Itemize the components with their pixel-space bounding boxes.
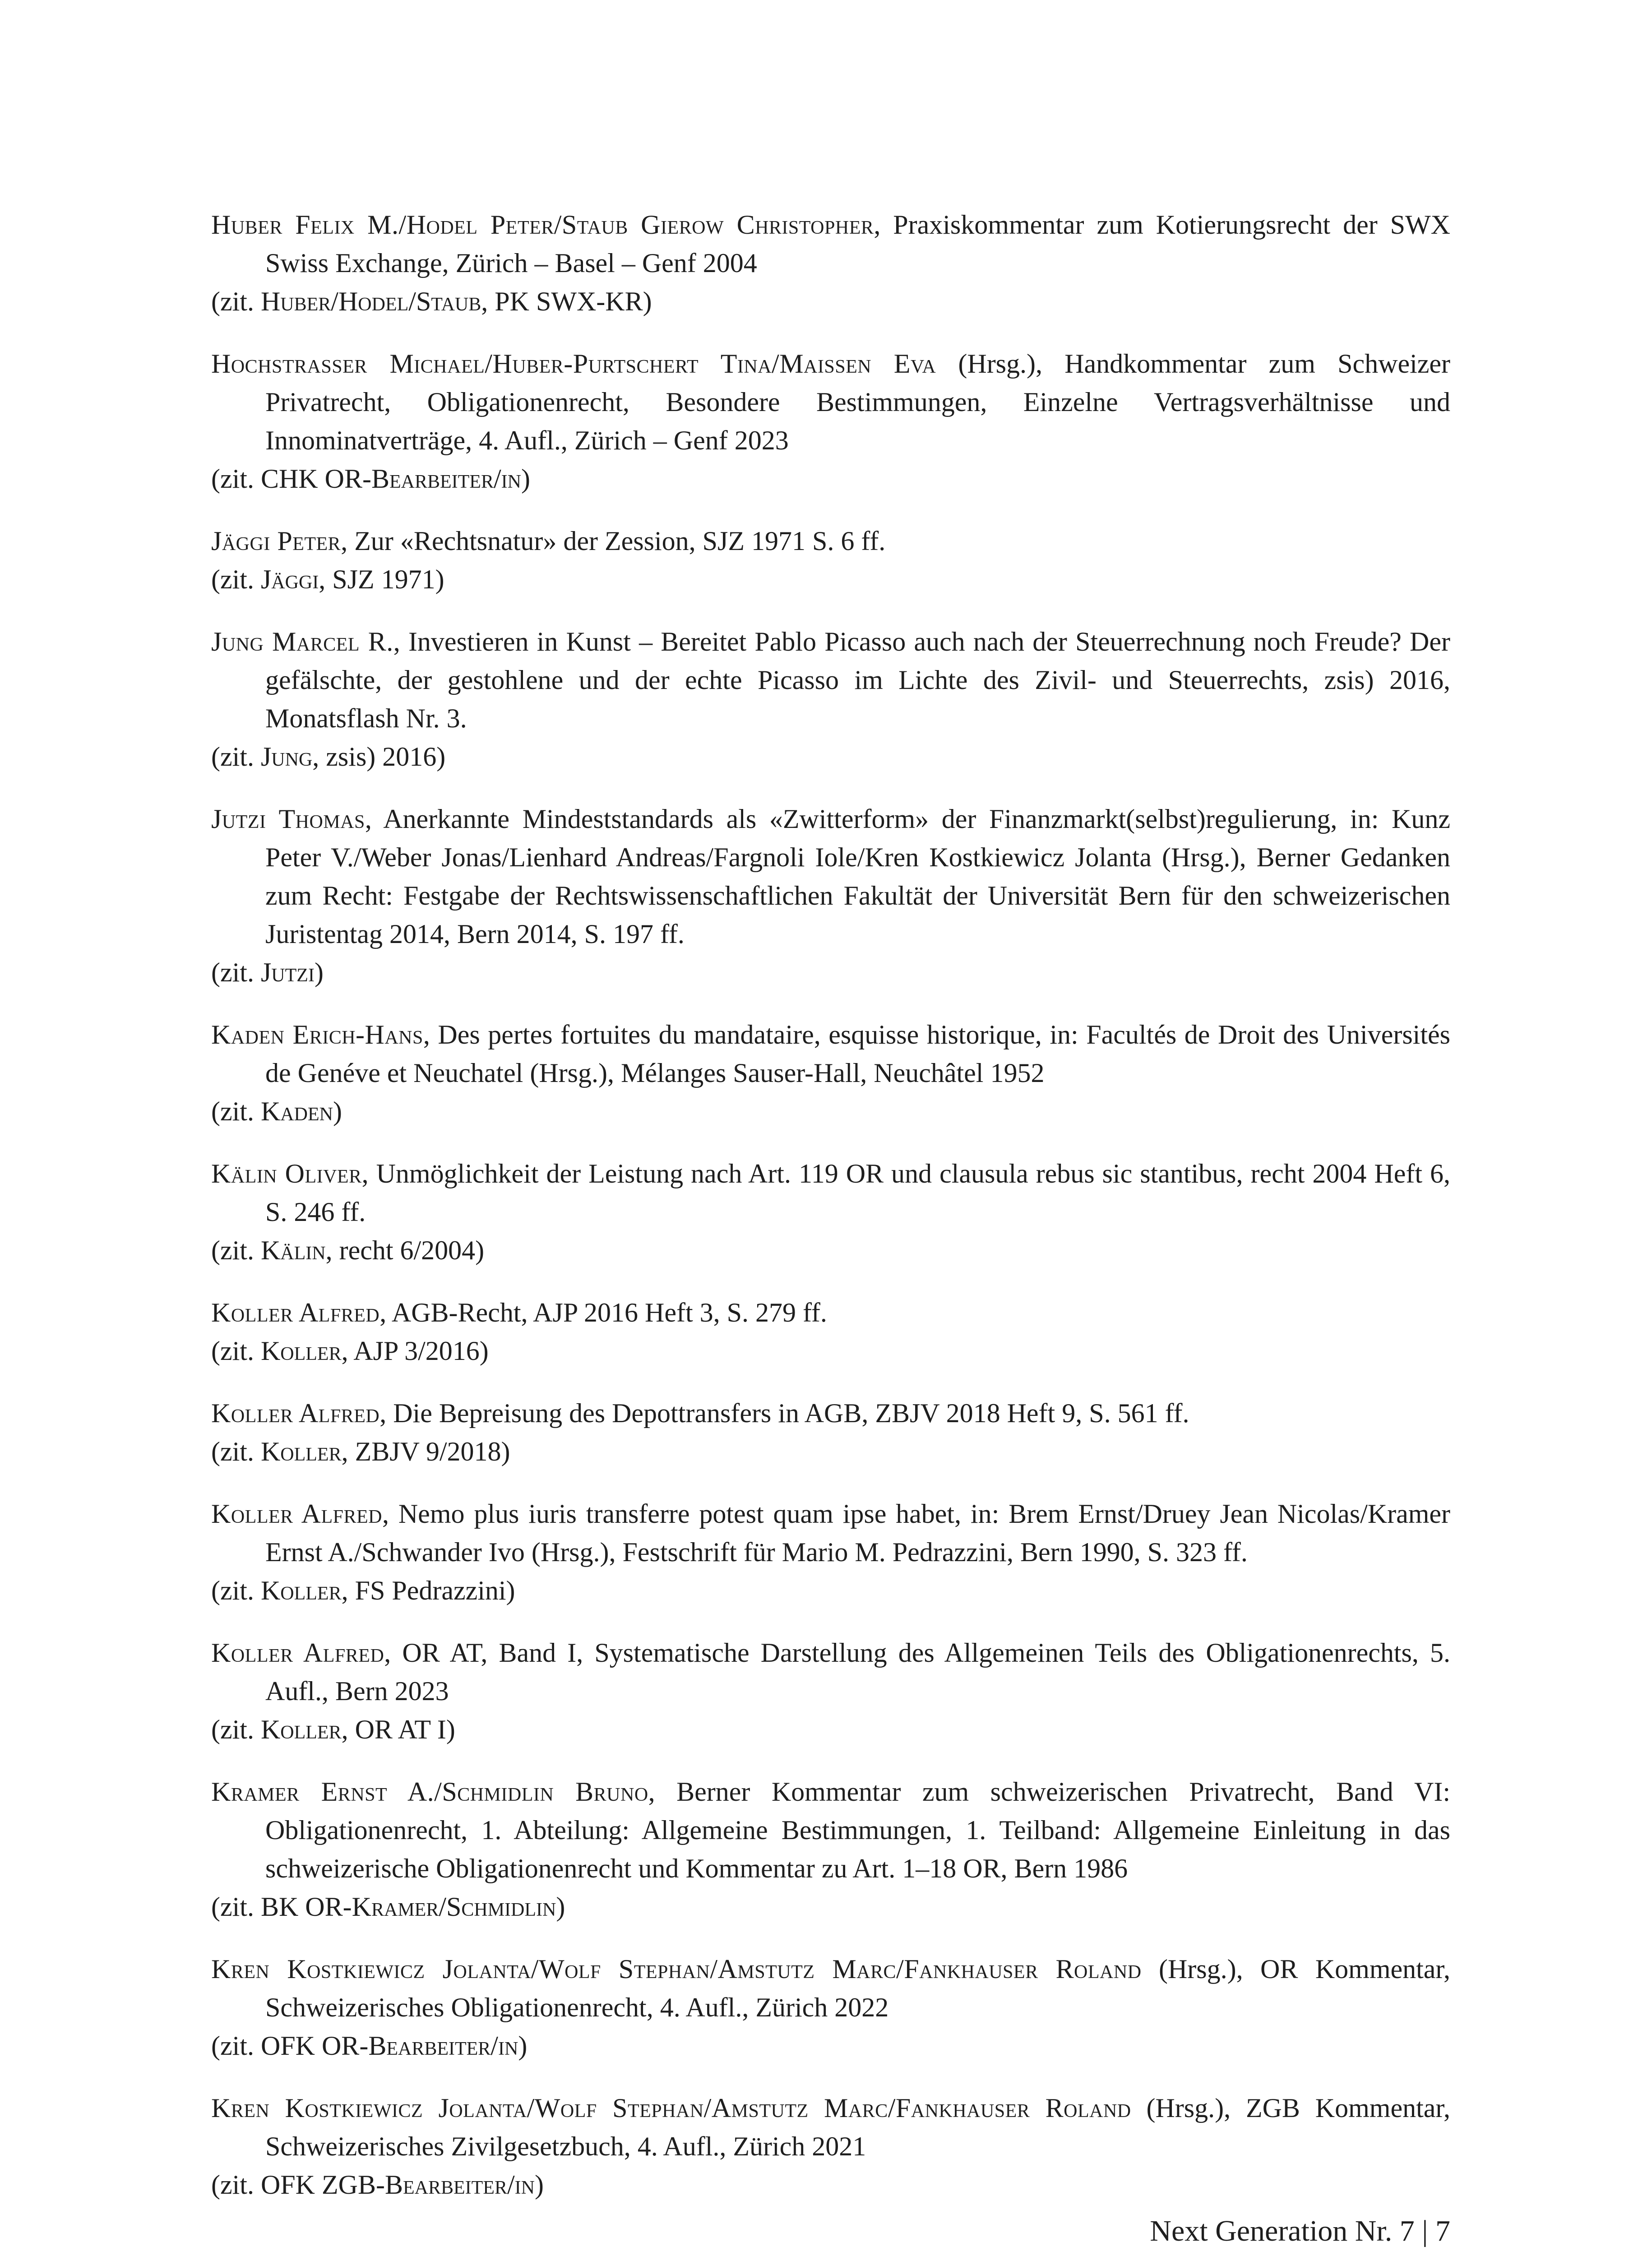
entry-authors: Kramer Ernst A./Schmidlin Bruno bbox=[211, 1777, 648, 1807]
entry-authors: Kälin Oliver bbox=[211, 1159, 362, 1188]
bibliography-list bbox=[211, 206, 1450, 2228]
citation-name: Koller bbox=[260, 1715, 342, 1744]
entry-authors: Jutzi Thomas bbox=[211, 804, 365, 834]
citation-name: Kälin bbox=[260, 1235, 326, 1265]
entry-authors: Koller Alfred bbox=[211, 1638, 384, 1668]
citation-name: Kramer/Schmidlin bbox=[352, 1892, 556, 1922]
citation-suffix: , PK SWX-KR) bbox=[481, 287, 652, 316]
citation-suffix: , AJP 3/2016) bbox=[341, 1336, 489, 1366]
citation-prefix: (zit. bbox=[211, 1096, 261, 1126]
bibliography-entry bbox=[211, 2089, 1450, 2204]
entry-text: (Hrsg.), ZGB Kommentar, Schweizerisches Zivilgesetzbuch, 4. Aufl., Zürich 2021 bbox=[265, 2093, 1450, 2161]
citation-suffix: ) bbox=[314, 957, 324, 987]
citation-suffix: , OR AT I) bbox=[341, 1715, 455, 1744]
citation-name: Bearbeiter/in bbox=[371, 464, 521, 494]
entry-text: , Berner Kommentar zum schweizerischen Privatrecht, Band VI: Obligationenrecht, 1. Abteilung: Allgemeine Bestimmungen, 1. Teilband: Allgemeine Einleitung in das schweizerische Obligationenrecht und Kommentar zu Art. 1–18 OR, Bern 1986 bbox=[265, 1777, 1450, 1883]
entry-authors: Koller Alfred bbox=[211, 1499, 383, 1529]
citation-name: Koller bbox=[260, 1437, 342, 1466]
bibliography-entry bbox=[211, 1950, 1450, 2065]
citation-name: Jäggi bbox=[260, 564, 319, 594]
entry-authors: Hochstrasser Michael/Huber-Purtschert Tina/Maissen Eva bbox=[211, 349, 936, 379]
bibliography-entry bbox=[211, 1394, 1450, 1471]
citation-prefix: (zit. bbox=[211, 1437, 261, 1466]
entry-text: , OR AT, Band I, Systematische Darstellung des Allgemeinen Teils des Obligationenrechts, 5. Aufl., Bern 2023 bbox=[265, 1638, 1450, 1706]
citation-prefix: (zit. OFK OR- bbox=[211, 2031, 369, 2061]
entry-citation bbox=[211, 1332, 1450, 1370]
citation-prefix: (zit. OFK ZGB- bbox=[211, 2170, 385, 2200]
entry-citation bbox=[211, 2166, 1450, 2204]
citation-suffix: , FS Pedrazzini) bbox=[341, 1576, 515, 1605]
citation-prefix: (zit. bbox=[211, 742, 261, 772]
bibliography-entry bbox=[211, 206, 1450, 321]
entry-citation bbox=[211, 1231, 1450, 1270]
entry-text: (Hrsg.), Handkommentar zum Schweizer Privatrecht, Obligationenrecht, Besondere Bestimmungen, Einzelne Vertragsverhältnisse und Innominatverträge, 4. Aufl., Zürich – Genf 2023 bbox=[265, 349, 1450, 455]
citation-prefix: (zit. bbox=[211, 1336, 261, 1366]
entry-authors: Huber Felix M./Hodel Peter/Staub Gierow Christopher bbox=[211, 210, 874, 240]
citation-prefix: (zit. bbox=[211, 1715, 261, 1744]
entry-text: , Unmöglichkeit der Leistung nach Art. 119 OR und clausula rebus sic stantibus, recht 2004 Heft 6, S. 246 ff. bbox=[265, 1159, 1450, 1227]
entry-citation bbox=[211, 1710, 1450, 1749]
citation-name: Kaden bbox=[260, 1096, 333, 1126]
entry-authors: Koller Alfred bbox=[211, 1298, 380, 1327]
entry-authors: Koller Alfred bbox=[211, 1398, 380, 1428]
entry-citation bbox=[211, 953, 1450, 992]
citation-prefix: (zit. BK OR- bbox=[211, 1892, 352, 1922]
entry-citation bbox=[211, 738, 1450, 776]
entry-citation bbox=[211, 460, 1450, 498]
entry-citation bbox=[211, 1888, 1450, 1926]
entry-citation bbox=[211, 2027, 1450, 2065]
entry-citation bbox=[211, 560, 1450, 599]
citation-suffix: , ZBJV 9/2018) bbox=[341, 1437, 510, 1466]
bibliography-entry bbox=[211, 1634, 1450, 1749]
citation-suffix: , SJZ 1971) bbox=[319, 564, 444, 594]
citation-name: Huber/Hodel/Staub bbox=[260, 287, 481, 316]
bibliography-entry bbox=[211, 1773, 1450, 1926]
entry-authors: Jung Marcel R. bbox=[211, 627, 393, 656]
entry-text: , Die Bepreisung des Depottransfers in AGB, ZBJV 2018 Heft 9, S. 561 ff. bbox=[379, 1398, 1189, 1428]
entry-citation bbox=[211, 1433, 1450, 1471]
entry-text: (Hrsg.), OR Kommentar, Schweizerisches Obligationenrecht, 4. Aufl., Zürich 2022 bbox=[265, 1954, 1450, 2022]
citation-prefix: (zit. bbox=[211, 564, 261, 594]
entry-citation bbox=[211, 1092, 1450, 1131]
bibliography-entry bbox=[211, 1495, 1450, 1610]
citation-name: Jung bbox=[260, 742, 313, 772]
bibliography-entry bbox=[211, 1294, 1450, 1370]
bibliography-entry bbox=[211, 1155, 1450, 1270]
entry-text: , Investieren in Kunst – Bereitet Pablo Picasso auch nach der Steuerrechnung noch Freude? Der gefälschte, der gestohlene und der echte Picasso im Lichte des Zivil- und Steuerrechts, zsis) 2016, Monatsflash Nr. 3. bbox=[265, 627, 1450, 733]
entry-text: , Praxiskommentar zum Kotierungsrecht der SWX Swiss Exchange, Zürich – Basel – Genf 2004 bbox=[265, 210, 1450, 278]
citation-suffix: ) bbox=[556, 1892, 565, 1922]
bibliography-entry bbox=[211, 522, 1450, 599]
citation-name: Bearbeiter/in bbox=[384, 2170, 535, 2200]
entry-text: , Des pertes fortuites du mandataire, esquisse historique, in: Facultés de Droit des Universités de Genéve et Neuchatel (Hrsg.), Mélanges Sauser-Hall, Neuchâtel 1952 bbox=[265, 1020, 1450, 1088]
entry-citation bbox=[211, 282, 1450, 321]
bibliography-entry bbox=[211, 800, 1450, 992]
bibliography-entry bbox=[211, 345, 1450, 498]
citation-name: Bearbeiter/in bbox=[368, 2031, 518, 2061]
citation-suffix: ) bbox=[518, 2031, 528, 2061]
citation-prefix: (zit. bbox=[211, 1235, 261, 1265]
entry-authors: Kaden Erich-Hans bbox=[211, 1020, 423, 1049]
citation-name: Jutzi bbox=[260, 957, 315, 987]
entry-text: , AGB-Recht, AJP 2016 Heft 3, S. 279 ff. bbox=[379, 1298, 827, 1327]
citation-name: Koller bbox=[260, 1336, 342, 1366]
citation-name: Koller bbox=[260, 1576, 342, 1605]
citation-prefix: (zit. bbox=[211, 287, 261, 316]
page-footer: Next Generation Nr. 7 | 7 bbox=[1150, 2214, 1450, 2247]
citation-prefix: (zit. bbox=[211, 957, 261, 987]
entry-text: , Nemo plus iuris transferre potest quam ipse habet, in: Brem Ernst/Druey Jean Nicolas/Kramer Ernst A./Schwander Ivo (Hrsg.), Festschrift für Mario M. Pedrazzini, Bern 1990, S. 323 ff. bbox=[265, 1499, 1450, 1567]
entry-text: , Anerkannte Mindeststandards als «Zwitterform» der Finanzmarkt(selbst)regulierung, in: Kunz Peter V./Weber Jonas/Lienhard Andreas/Fargnoli Iole/Kren Kostkiewicz Jolanta (Hrsg.), Berner Gedanken zum Recht: Festgabe der Rechtswissenschaftlichen Fakultät der Universität Bern für den schweizerischen Juristentag 2014, Bern 2014, S. 197 ff. bbox=[265, 804, 1450, 949]
citation-suffix: , zsis) 2016) bbox=[312, 742, 446, 772]
entry-text: , Zur «Rechtsnatur» der Zession, SJZ 1971 S. 6 ff. bbox=[341, 526, 886, 556]
entry-citation bbox=[211, 1572, 1450, 1610]
citation-suffix: ) bbox=[521, 464, 530, 494]
bibliography-entry bbox=[211, 1016, 1450, 1131]
bibliography-entry bbox=[211, 623, 1450, 776]
citation-prefix: (zit. CHK OR- bbox=[211, 464, 371, 494]
citation-prefix: (zit. bbox=[211, 1576, 261, 1605]
entry-authors: Kren Kostkiewicz Jolanta/Wolf Stephan/Amstutz Marc/Fankhauser Roland bbox=[211, 2093, 1131, 2123]
citation-suffix: ) bbox=[333, 1096, 342, 1126]
citation-suffix: ) bbox=[534, 2170, 544, 2200]
entry-authors: Kren Kostkiewicz Jolanta/Wolf Stephan/Amstutz Marc/Fankhauser Roland bbox=[211, 1954, 1142, 1984]
citation-suffix: , recht 6/2004) bbox=[325, 1235, 485, 1265]
entry-authors: Jäggi Peter bbox=[211, 526, 341, 556]
